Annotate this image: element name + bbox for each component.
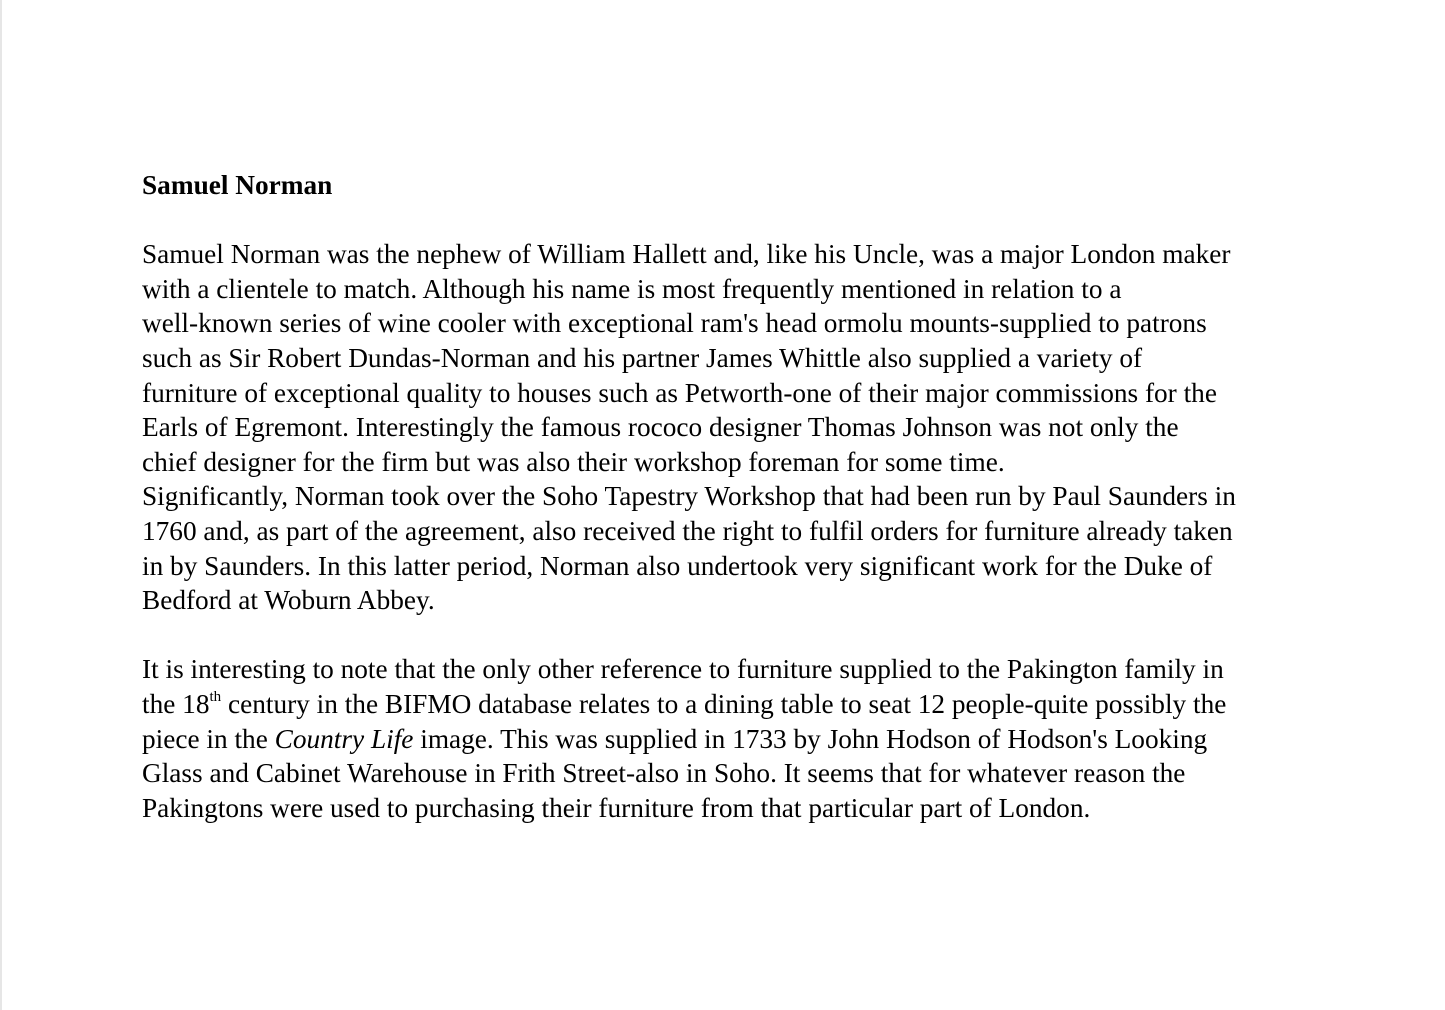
paragraph-pakington-reference [142,652,1332,825]
paragraph-line [142,722,1332,757]
text-run: image. This was supplied in 1733 by John Hodson of Hodson's Looking [413,723,1208,754]
document-body [142,168,1332,825]
paragraph-line: Samuel Norman was the nephew of William Hallett and, like his Uncle, was a major London maker [142,239,1231,270]
paragraph-line: such as Sir Robert Dundas-Norman and his partner James Whittle also supplied a variety of [142,342,1143,373]
paragraph-norman-biography [142,237,1332,618]
paragraph-line: with a clientele to match. Although his name is most frequently mentioned in relation to a [142,273,1122,304]
paragraph-line: Pakingtons were used to purchasing their furniture from that particular part of London. [142,792,1091,823]
paragraph-spacer [142,618,1332,653]
text-run: the 18 [142,688,210,719]
paragraph-line: furniture of exceptional quality to houses such as Petworth-one of their major commissions for the [142,377,1217,408]
text-run: century in the BIFMO database relates to a dining table to seat 12 people-quite possibly the [221,688,1227,719]
ordinal-superscript: th [209,688,222,705]
paragraph-line: It is interesting to note that the only other reference to furniture supplied to the Pakington family in [142,654,1224,685]
paragraph-line: chief designer for the firm but was also their workshop foreman for some time. [142,446,1005,477]
paragraph-line: in by Saunders. In this latter period, Norman also undertook very significant work for the Duke of [142,550,1213,581]
paragraph-line: Bedford at Woburn Abbey. [142,585,435,616]
paragraph-line: Significantly, Norman took over the Soho Tapestry Workshop that had been run by Paul Saunders in [142,481,1236,512]
text-run: piece in the [142,723,275,754]
paragraph-line: 1760 and, as part of the agreement, also received the right to fulfil orders for furniture already taken [142,515,1233,546]
paragraph-line: Glass and Cabinet Warehouse in Frith Street-also in Soho. It seems that for whatever reason the [142,758,1186,789]
paragraph-line: Earls of Egremont. Interestingly the famous rococo designer Thomas Johnson was not only the [142,412,1179,443]
paragraph-line [142,687,1332,722]
paragraph-line: well-known series of wine cooler with exceptional ram's head ormolu mounts-supplied to patrons [142,308,1207,339]
document-title: Samuel Norman [142,170,333,200]
italic-title: Country Life [274,723,414,754]
